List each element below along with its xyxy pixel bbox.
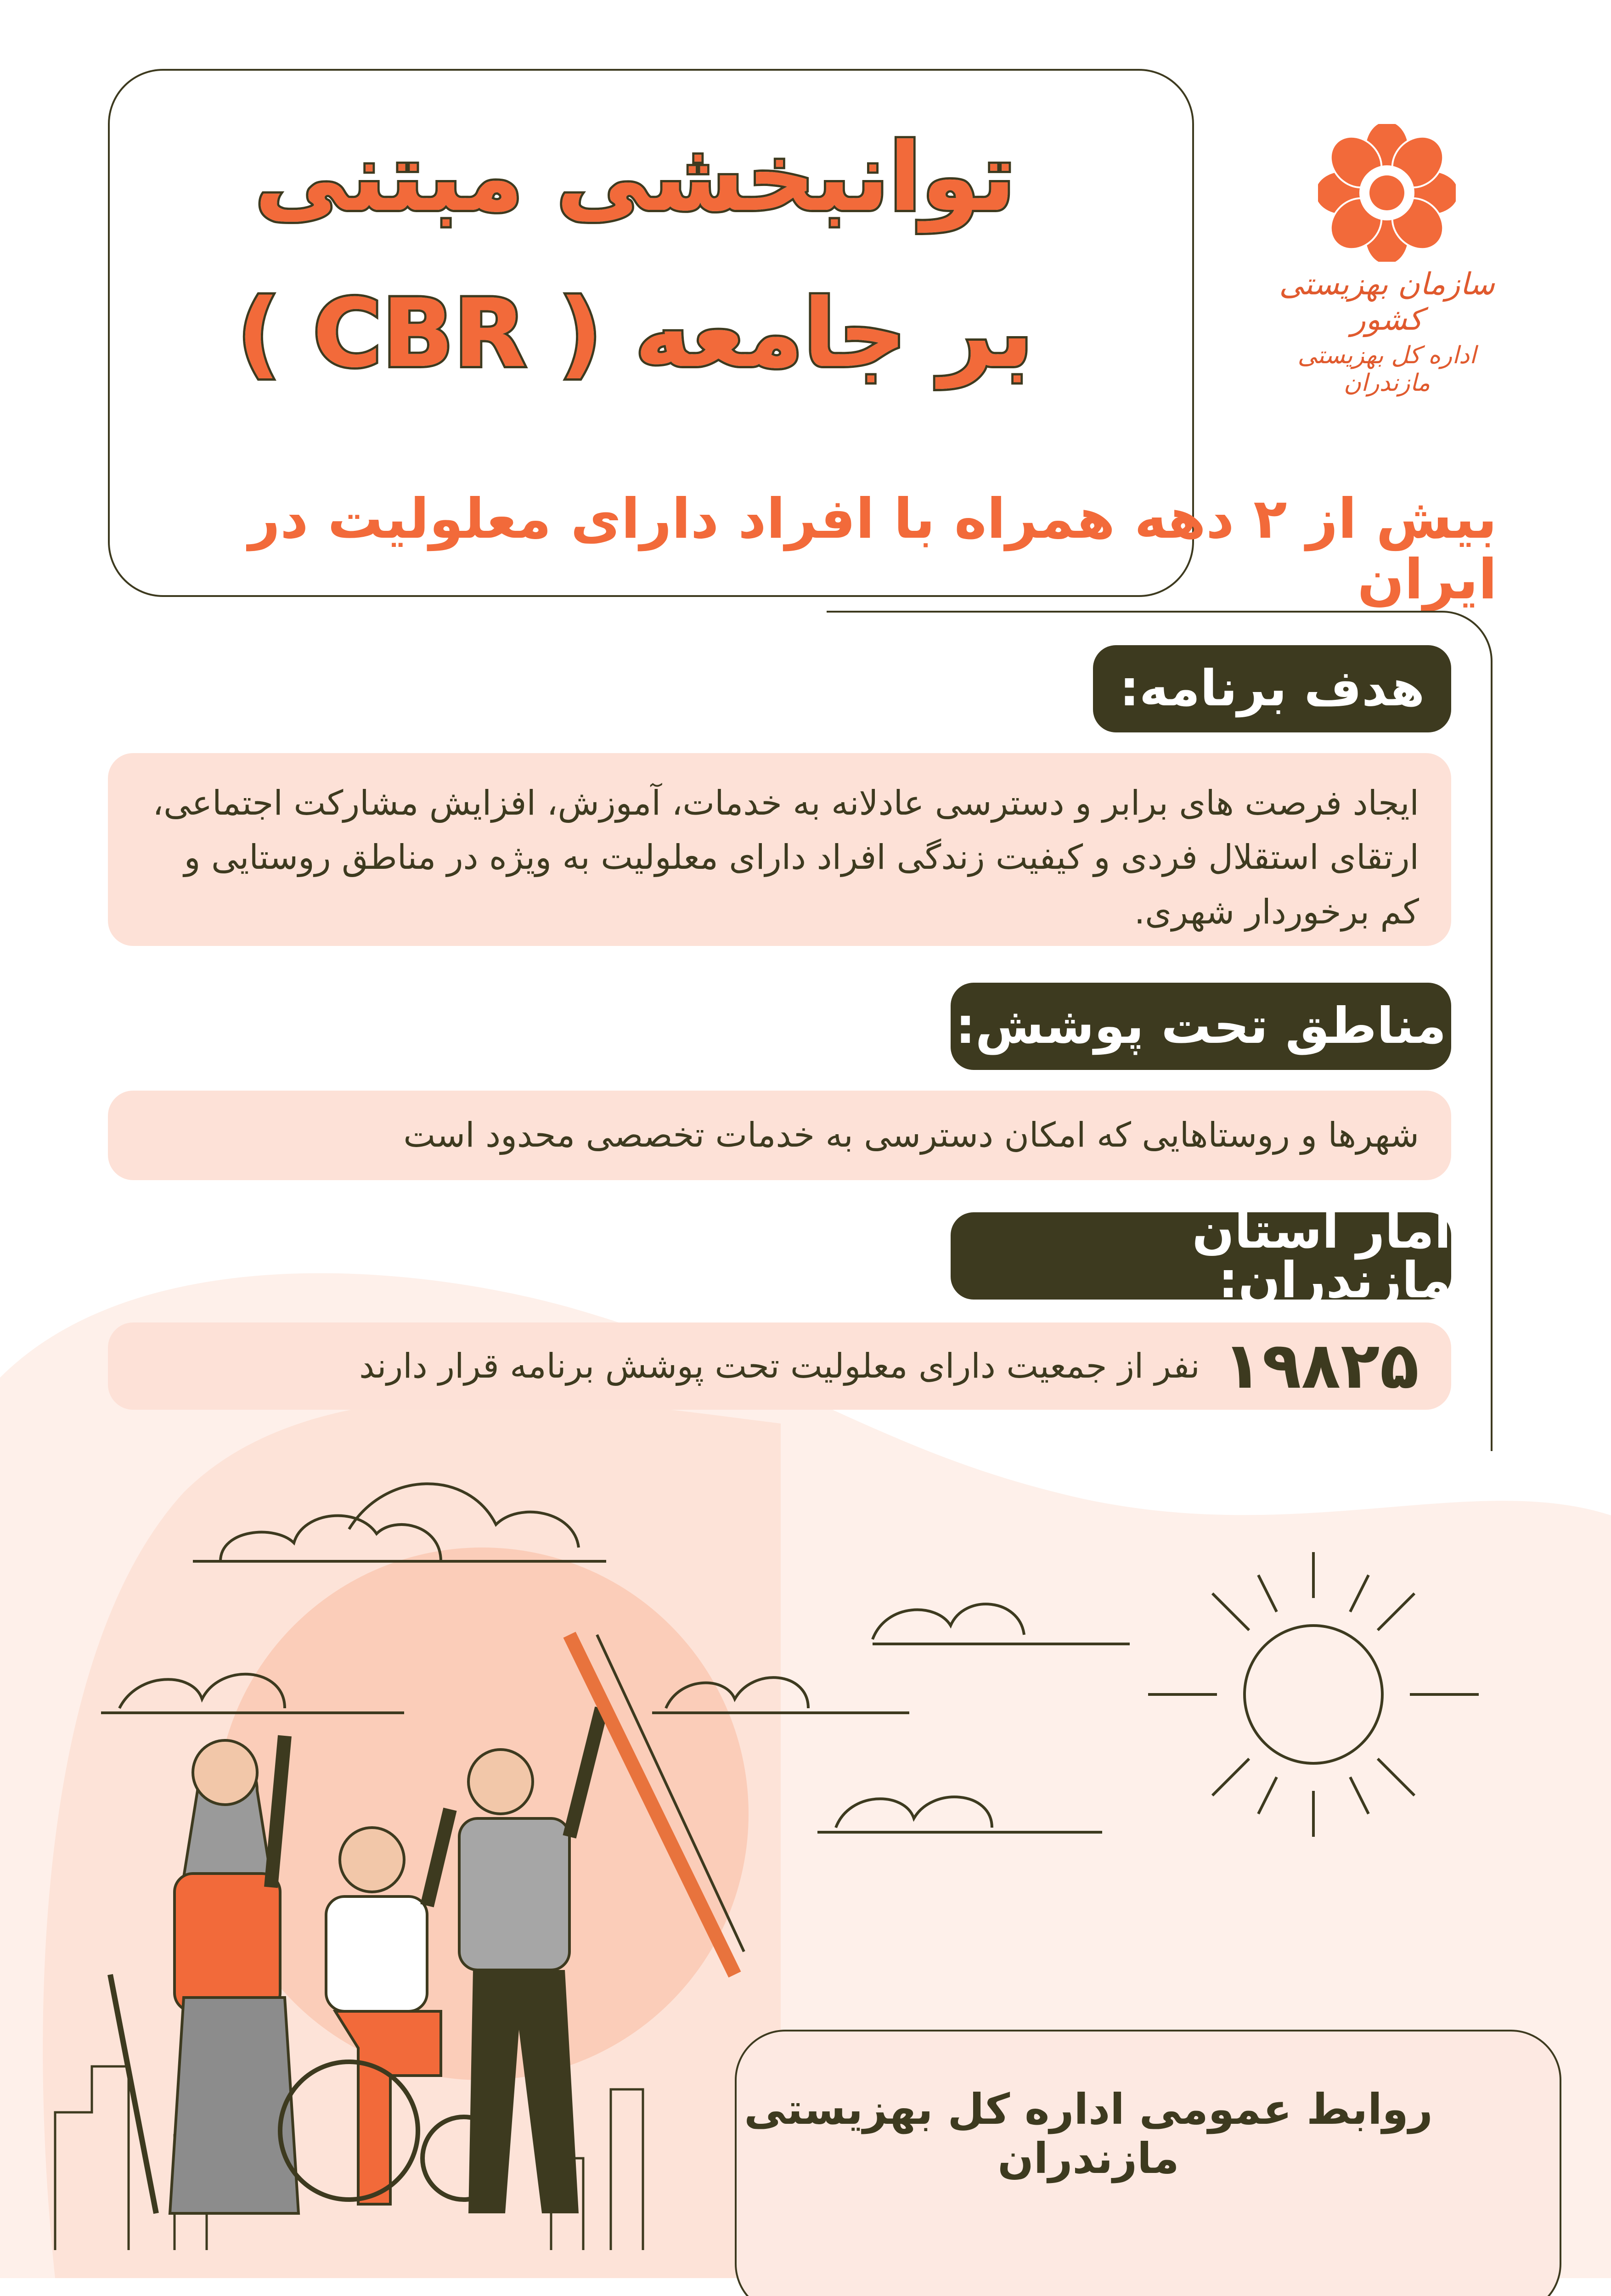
logo-office-name: اداره کل بهزیستی مازندران [1297, 342, 1476, 397]
coverage-body-box [108, 1091, 1451, 1180]
coverage-heading-label: مناطق تحت پوشش: [955, 997, 1447, 1055]
stats-heading-label: آمار استان مازندران: [1192, 1202, 1451, 1309]
goal-heading-label: هدف برنامه: [1119, 660, 1425, 717]
behzisti-flower-logo-icon [1318, 124, 1456, 262]
coverage-heading [951, 983, 1451, 1070]
stats-number: ۱۹۸۲۵ [1222, 1328, 1419, 1403]
goal-body-box [108, 753, 1451, 946]
footer-credit: روابط عمومی اداره کل بهزیستی مازندران [744, 2085, 1433, 2183]
stats-body-box [108, 1322, 1451, 1410]
organization-logo [1267, 124, 1506, 397]
page-subtitle: بیش از ۲ دهه همراه با افراد دارای معلولیت در ایران [248, 487, 1497, 612]
goal-body-text: ایجاد فرصت های برابر و دسترسی عادلانه به خدمات، آموزش، افزایش مشارکت اجتماعی، ارتقای استقلال فردی و کیفیت زندگی افراد دارای معلولیت به ویژه در مناطق روستایی و کم برخوردار شهری. [152, 783, 1419, 932]
stats-heading [951, 1202, 1451, 1309]
stats-text: نفر از جمعیت دارای معلولیت تحت پوشش برنامه قرار دارند [359, 1346, 1200, 1386]
goal-heading [1093, 645, 1451, 732]
page-title-line2: بر جامعه ( CBR ) [237, 279, 1033, 388]
logo-org-name: سازمان بهزیستی کشور [1279, 266, 1495, 337]
page-title-line1: توانبخشی مبتنی [254, 123, 1016, 232]
coverage-body-text: شهرها و روستاهایی که امکان دسترسی به خدمات تخصصی محدود است [403, 1115, 1419, 1155]
